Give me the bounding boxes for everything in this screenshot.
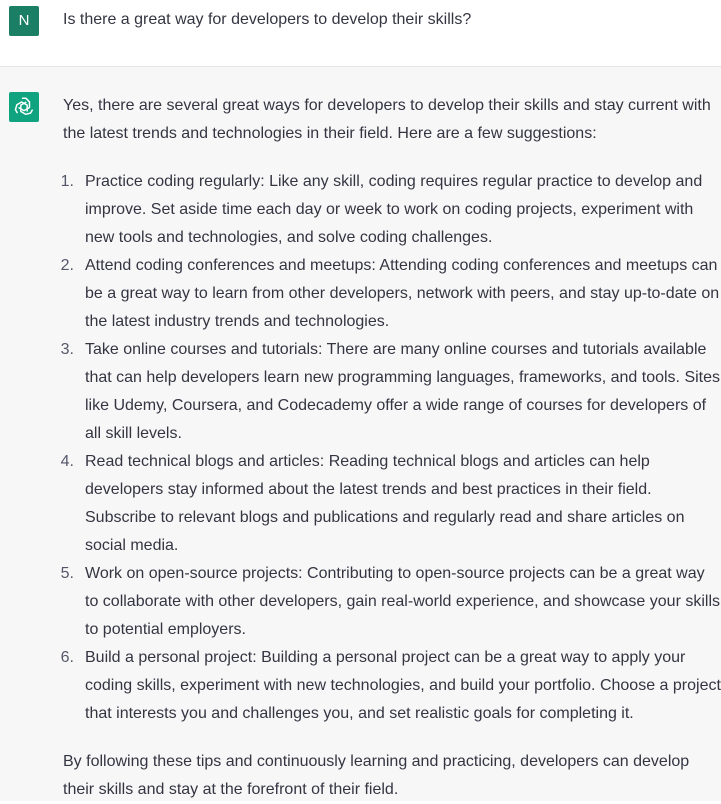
list-item: [60, 448, 721, 560]
list-item: [60, 252, 721, 336]
assistant-response: [60, 92, 721, 804]
list-item-text: Read technical blogs and articles: Reading technical blogs and articles can help developers stay informed about the latest trends and best practices in their field. Subscribe to relevant blogs and publications and regularly read and share articles on social media.: [85, 453, 685, 554]
list-item-text: Take online courses and tutorials: There are many online courses and tutorials available that can help developers learn new programming languages, frameworks, and tools. Sites like Udemy, Coursera, and Codecademy offer a wide range of courses for developers of all skill levels.: [85, 341, 721, 442]
list-item: [60, 336, 721, 448]
user-message-row: [0, 0, 721, 67]
response-intro: Yes, there are several great ways for developers to develop their skills and stay current with the latest trends and technologies in their field. Here are a few suggestions:: [63, 97, 711, 142]
list-item-number: 2.: [60, 257, 74, 274]
response-conclusion: By following these tips and continuously learning and practicing, developers can develop their skills and stay at the forefront of their field.: [63, 753, 690, 798]
suggestion-list: [60, 168, 721, 728]
list-item-number: 6.: [60, 649, 74, 666]
list-item-text: Work on open-source projects: Contributing to open-source projects can be a great way to collaborate with other developers, gain real-world experience, and showcase your skills to potential employers.: [85, 565, 720, 638]
list-item: [60, 560, 721, 644]
list-item-number: 3.: [60, 341, 74, 358]
list-item: [60, 644, 721, 728]
list-item: [60, 168, 721, 252]
list-item-number: 4.: [60, 453, 74, 470]
list-item-number: 1.: [60, 173, 74, 190]
list-item-text: Attend coding conferences and meetups: Attending coding conferences and meetups can be a great way to learn from other developers, network with peers, and stay up-to-date on the latest industry trends and technologies.: [85, 257, 720, 330]
list-item-text: Practice coding regularly: Like any skill, coding requires regular practice to develop and improve. Set aside time each day or week to work on coding projects, experiment with new tools and technologies, and solve coding challenges.: [85, 173, 703, 246]
assistant-message-row: [0, 67, 721, 801]
user-message-text: Is there a great way for developers to develop their skills?: [63, 11, 472, 28]
user-avatar: N: [9, 6, 39, 36]
openai-logo-icon: [13, 96, 35, 118]
list-item-text: Build a personal project: Building a personal project can be a great way to apply your coding skills, experiment with new technologies, and build your portfolio. Choose a project that interests you and challenges you, and set realistic goals for completing it.: [85, 649, 721, 722]
assistant-avatar: [9, 92, 39, 122]
list-item-number: 5.: [60, 565, 74, 582]
